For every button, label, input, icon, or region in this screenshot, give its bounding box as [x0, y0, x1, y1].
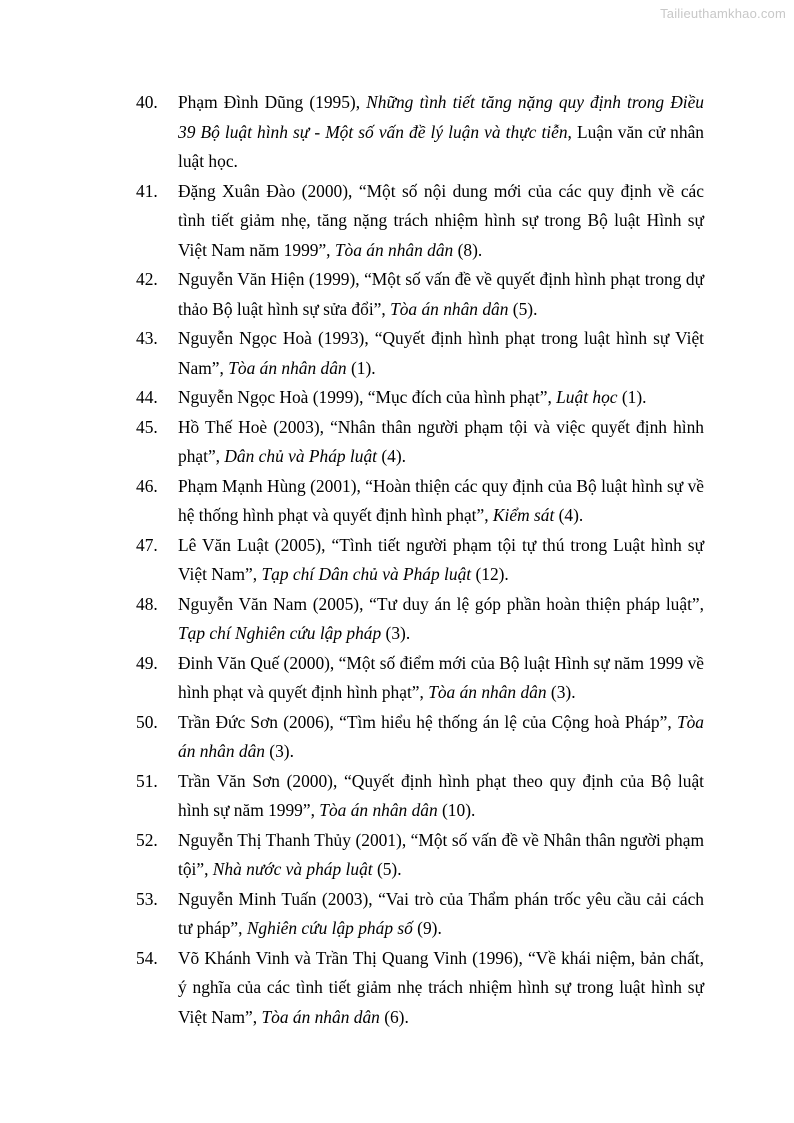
reference-text — [178, 708, 704, 767]
reference-text-italic: Kiểm sát — [492, 505, 555, 525]
reference-text-tail: (5). — [508, 298, 538, 319]
reference-text-italic: Tòa án nhân dân — [228, 357, 347, 378]
reference-text-plain: Trần Văn Sơn (2000), “Quyết định hình phạt theo quy định của Bộ luật hình sự năm 1999”, — [178, 770, 704, 820]
reference-number: 52. — [136, 829, 158, 850]
reference-number: 49. — [136, 652, 158, 673]
reference-number: 50. — [136, 711, 158, 732]
reference-text — [178, 413, 704, 472]
reference-text — [178, 649, 704, 708]
reference-number: 41. — [136, 180, 158, 201]
reference-text-tail: (5). — [372, 859, 402, 879]
reference-item — [136, 324, 704, 383]
reference-number: 42. — [136, 269, 158, 289]
reference-number: 47. — [136, 534, 158, 555]
reference-text-plain: Trần Đức Sơn (2006), “Tìm hiểu hệ thống án lệ của Cộng hoà Pháp”, — [178, 711, 677, 732]
reference-text-tail: , Luận văn cử nhân luật học. — [178, 121, 704, 171]
reference-text-tail: (3). — [264, 741, 294, 761]
reference-item — [136, 472, 704, 531]
reference-number: 53. — [136, 888, 158, 909]
reference-text-tail: (1). — [617, 387, 647, 407]
reference-text-tail: (3). — [546, 682, 576, 702]
reference-item — [136, 767, 704, 826]
reference-text-plain: Phạm Mạnh Hùng (2001), “Hoàn thiện các quy định của Bộ luật hình sự về hệ thống hình phạt và quyết định hình phạt”, — [178, 475, 704, 525]
reference-text-tail: (3). — [381, 623, 411, 643]
reference-item — [136, 265, 704, 324]
reference-text — [178, 265, 704, 324]
reference-number: 40. — [136, 92, 158, 112]
reference-item — [136, 885, 704, 944]
reference-text-plain: Nguyễn Thị Thanh Thủy (2001), “Một số vấn đề về Nhân thân người phạm tội”, — [178, 829, 704, 879]
reference-text-italic: Tòa án nhân dân — [428, 682, 547, 702]
reference-text-italic: Tòa án nhân dân — [390, 298, 509, 319]
reference-text-plain: Đặng Xuân Đào (2000), “Một số nội dung mới của các quy định về các tình tiết giảm nhẹ, tăng nặng trách nhiệm hình sự trong Bộ luật Hình sự Việt Nam năm 1999”, — [178, 180, 704, 260]
reference-text — [178, 944, 704, 1033]
reference-text-plain: Võ Khánh Vinh và Trần Thị Quang Vinh (1996), “Về khái niệm, bản chất, ý nghĩa của các tình tiết giảm nhẹ trách nhiệm hình sự trong luật hình sự Việt Nam”, — [178, 947, 704, 1027]
reference-text-plain: Nguyễn Văn Hiện (1999), “Một số vấn đề về quyết định hình phạt trong dự thảo Bộ luật hình sự sửa đổi”, — [178, 269, 704, 319]
reference-text — [178, 177, 704, 266]
reference-text — [178, 88, 704, 177]
reference-text-tail: (12). — [471, 564, 509, 584]
reference-text — [178, 767, 704, 826]
reference-text-plain: Nguyễn Văn Nam (2005), “Tư duy án lệ góp phần hoàn thiện pháp luật”, — [178, 593, 704, 614]
reference-text-tail: (6). — [379, 1006, 409, 1027]
reference-item — [136, 708, 704, 767]
reference-text — [178, 531, 704, 590]
reference-item — [136, 413, 704, 472]
reference-text-italic: Những tình tiết tăng nặng quy định trong Điều 39 Bộ luật hình sự - Một số vấn đề lý luận và thực tiễn — [178, 92, 704, 142]
reference-text-tail: (1). — [346, 357, 376, 378]
reference-number: 43. — [136, 328, 158, 348]
reference-text-plain: Hồ Thế Hoè (2003), “Nhân thân người phạm tội và việc quyết định hình phạt”, — [178, 416, 704, 466]
reference-text-italic: Tòa án nhân dân — [334, 239, 454, 260]
reference-item — [136, 826, 704, 885]
reference-text-tail: (4). — [554, 505, 584, 525]
reference-text-italic: Luật học — [556, 387, 618, 407]
reference-text — [178, 826, 704, 885]
reference-text-plain: Phạm Đình Dũng (1995), — [178, 92, 367, 112]
reference-text-tail: (8). — [453, 239, 483, 260]
reference-text — [178, 885, 704, 944]
reference-text-plain: Nguyễn Ngọc Hoà (1999), “Mục đích của hình phạt”, — [178, 387, 557, 407]
reference-text-tail: (9). — [412, 918, 442, 938]
reference-text-plain: Nguyễn Ngọc Hoà (1993), “Quyết định hình phạt trong luật hình sự Việt Nam”, — [178, 328, 704, 378]
reference-number: 51. — [136, 770, 158, 791]
reference-text — [178, 590, 704, 649]
reference-text-plain: Lê Văn Luật (2005), “Tình tiết người phạm tội tự thú trong Luật hình sự Việt Nam”, — [178, 534, 704, 584]
reference-text — [178, 472, 704, 531]
reference-text-italic: Tòa án nhân dân — [319, 800, 438, 820]
reference-text-italic: Tạp chí Nghiên cứu lập pháp — [178, 623, 382, 643]
reference-item — [136, 383, 704, 413]
reference-item — [136, 944, 704, 1033]
reference-text-italic: Nghiên cứu lập pháp số — [246, 918, 413, 938]
reference-text-italic: Tòa án nhân dân — [261, 1006, 380, 1027]
reference-item — [136, 590, 704, 649]
reference-text-plain: Nguyễn Minh Tuấn (2003), “Vai trò của Thẩm phán trốc yêu cầu cải cách tư pháp”, — [178, 888, 704, 938]
reference-text-italic: Tòa án nhân dân — [178, 711, 704, 761]
reference-text-tail: (10). — [437, 800, 476, 820]
reference-text-italic: Dân chủ và Pháp luật — [224, 446, 377, 466]
watermark-text: Tailieuthamkhao.com — [660, 6, 786, 21]
reference-text-italic: Tạp chí Dân chủ và Pháp luật — [261, 564, 472, 584]
reference-number: 54. — [136, 947, 158, 968]
reference-item — [136, 649, 704, 708]
reference-item — [136, 531, 704, 590]
reference-number: 44. — [136, 387, 158, 407]
reference-item — [136, 88, 704, 177]
reference-text — [178, 324, 704, 383]
reference-number: 48. — [136, 593, 158, 614]
reference-text-italic: Nhà nước và pháp luật — [212, 859, 373, 879]
reference-text — [178, 383, 704, 413]
reference-number: 46. — [136, 475, 158, 496]
reference-list — [136, 88, 704, 1032]
reference-text-tail: (4). — [377, 446, 406, 466]
reference-number: 45. — [136, 416, 158, 437]
reference-item — [136, 177, 704, 266]
reference-text-plain: Đinh Văn Quế (2000), “Một số điểm mới của Bộ luật Hình sự năm 1999 về hình phạt và quyết định hình phạt”, — [178, 652, 704, 702]
